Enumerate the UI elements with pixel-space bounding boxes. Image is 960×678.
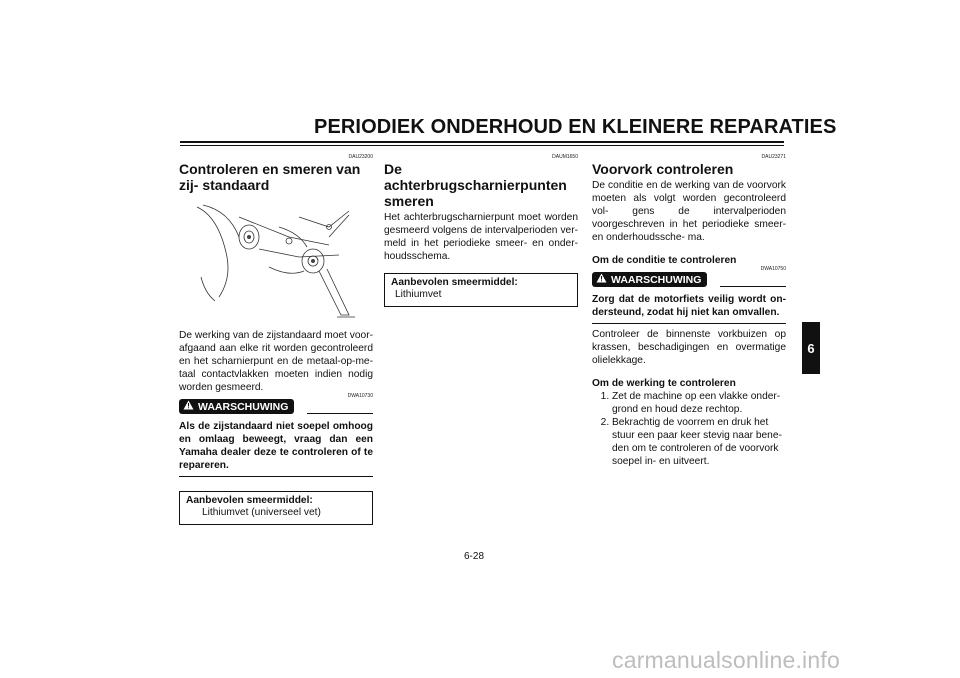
warning-code: DWA10750 [760,266,786,272]
warning-icon [183,400,194,413]
section-body: De werking van de zijstandaard moet voor- afgaand aan elke rit worden gecontroleerd en het scharnierpunt en de metaal-op-me- taal contactvlakken moeten indien nodig worden gesmeerd. [179,330,373,393]
list-item: 2. Bekrachtig de voorrem en druk het stuur een paar keer stevig naar bene- den om te controleren of de voorvork soepel in- en uitveert. [612,416,786,468]
column-swingarm [384,154,578,307]
section-title: Voorvork controleren [592,161,734,177]
warning-rule [307,413,373,414]
section-code: DAU23200 [348,154,373,160]
watermark: carmanualsonline.info [612,647,840,673]
column-front-fork [592,154,786,468]
lubricant-value: Lithiumvet [395,289,442,300]
warning-label: WAARSCHUWING [198,400,289,413]
warning-text: Als de zijstandaard niet soepel omhoog en omlaag beweegt, vraag dan een Yamaha dealer deze te controleren of te repareren. [179,420,373,477]
warning-badge [592,272,707,287]
warning-header [592,266,786,289]
chapter-tab: 6 [802,322,820,374]
lubricant-box [179,491,373,525]
warning-rule [720,286,786,287]
subheading-operation: Om de werking te controleren [592,378,736,389]
warning-label: WAARSCHUWING [611,273,702,286]
column-sidestand [179,154,373,525]
warning-icon [596,273,607,286]
sidestand-illustration [179,197,373,325]
subheading-condition: Om de conditie te controleren [592,255,737,266]
inspection-text: Controleer de binnenste vorkbuizen op krassen, beschadigingen en overmatige olielekkage. [592,329,786,366]
warning-text: Zorg dat de motorfiets veilig wordt on- dersteund, zodat hij niet kan omvallen. [592,293,786,324]
header-rule [180,141,784,143]
warning-badge [179,399,294,414]
lubricant-value: Lithiumvet (universeel vet) [202,507,321,518]
section-code: DAUM1650 [552,154,578,160]
steps-list [592,390,786,468]
warning-header [179,393,373,416]
lubricant-title: Aanbevolen smeermiddel: [391,277,518,288]
section-title: Controleren en smeren van zij- standaard [179,161,361,193]
warning-code: DWA10730 [347,393,373,399]
section-body: De conditie en de werking van de voorvork moeten als volgt worden gecontroleerd vol- gens de intervalperioden voorgeschreven in het periodieke smeer- en onderhoudssche- ma. [592,180,786,243]
header-rule-thin [180,145,784,146]
lubricant-box [384,273,578,307]
list-item: 1. Zet de machine op een vlakke onder- grond en houd deze rechtop. [612,390,786,416]
page-number: 6-28 [464,551,485,562]
section-code: DAU23271 [761,154,786,160]
section-title: De achterbrugscharnierpunten smeren [384,161,567,209]
section-body: Het achterbrugscharnierpunt moet worden gesmeerd volgens de intervalperioden ver- meld in het periodieke smeer- en onder- houdsschema. [384,212,578,262]
page-header-title: PERIODIEK ONDERHOUD EN KLEINERE REPARATIES [314,116,837,138]
lubricant-title: Aanbevolen smeermiddel: [186,495,313,506]
